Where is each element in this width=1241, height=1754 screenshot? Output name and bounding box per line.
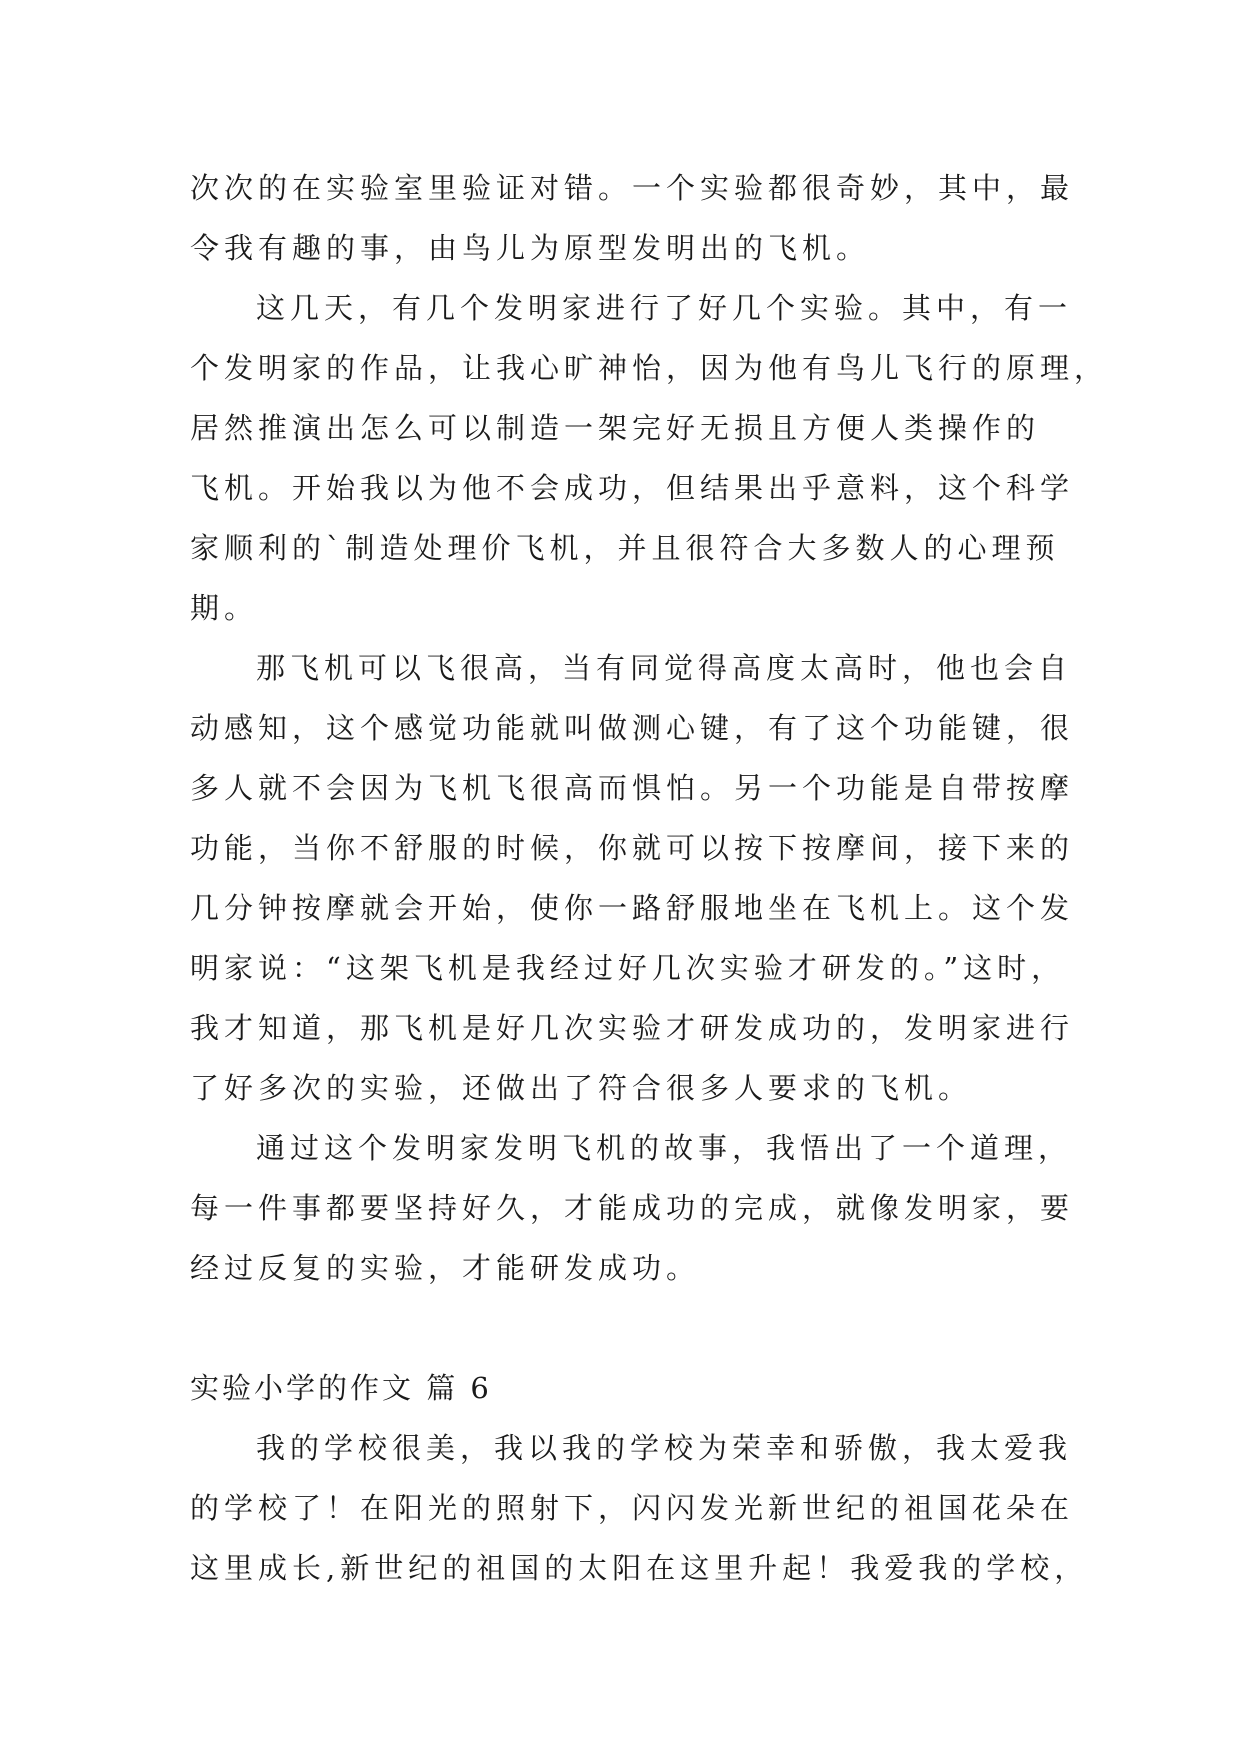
text-line: 通过这个发明家发明飞机的故事，我悟出了一个道理，	[256, 1131, 1073, 1165]
text-line: 我的学校很美，我以我的学校为荣幸和骄傲，我太爱我	[256, 1431, 1073, 1465]
text-line: 飞机。开始我以为他不会成功，但结果出乎意料，这个科学	[190, 471, 1075, 505]
text-line: 几分钟按摩就会开始，使你一路舒服地坐在飞机上。这个发	[190, 891, 1075, 925]
text-line: 明家说：“这架飞机是我经过好几次实验才研发的。”这时，	[190, 951, 1066, 985]
text-line: 期。	[190, 591, 259, 625]
text-line: 那飞机可以飞很高，当有同觉得高度太高时，他也会自	[256, 651, 1073, 685]
paragraph-1	[190, 158, 1075, 278]
text-line: 次次的在实验室里验证对错。一个实验都很奇妙，其中，最	[190, 171, 1075, 205]
section-spacer	[190, 1298, 1070, 1358]
text-line: 了好多次的实验，还做出了符合很多人要求的飞机。	[190, 1071, 973, 1105]
text-line: 每一件事都要坚持好久，才能成功的完成，就像发明家，要	[190, 1191, 1075, 1225]
text-line: 经过反复的实验，才能研发成功。	[190, 1251, 701, 1285]
paragraph-4	[190, 1118, 1075, 1298]
text-line: 个发明家的作品，让我心旷神怡，因为他有鸟儿飞行的原理，	[190, 351, 1109, 385]
document-page	[190, 158, 1109, 1598]
paragraph-2	[190, 278, 1109, 638]
section-heading: 实验小学的作文 篇 6	[190, 1371, 492, 1405]
text-line: 功能，当你不舒服的时候，你就可以按下按摩间，接下来的	[190, 831, 1075, 865]
text-line: 居然推演出怎么可以制造一架完好无损且方便人类操作的	[190, 411, 1041, 445]
text-line: 这里成长,新世纪的祖国的太阳在这里升起！我爱我的学校，	[190, 1551, 1089, 1585]
paragraph-3	[190, 638, 1075, 1118]
paragraph-5	[190, 1418, 1089, 1598]
text-line: 令我有趣的事，由鸟儿为原型发明出的飞机。	[190, 231, 871, 265]
text-line: 我才知道，那飞机是好几次实验才研发成功的，发明家进行	[190, 1011, 1075, 1045]
text-line: 家顺利的`制造处理价飞机，并且很符合大多数人的心理预	[190, 531, 1060, 565]
text-line: 的学校了！在阳光的照射下，闪闪发光新世纪的祖国花朵在	[190, 1491, 1075, 1525]
text-line: 多人就不会因为飞机飞很高而惧怕。另一个功能是自带按摩	[190, 771, 1075, 805]
text-line: 动感知，这个感觉功能就叫做测心键，有了这个功能键，很	[190, 711, 1075, 745]
text-line: 这几天，有几个发明家进行了好几个实验。其中，有一	[256, 291, 1073, 325]
